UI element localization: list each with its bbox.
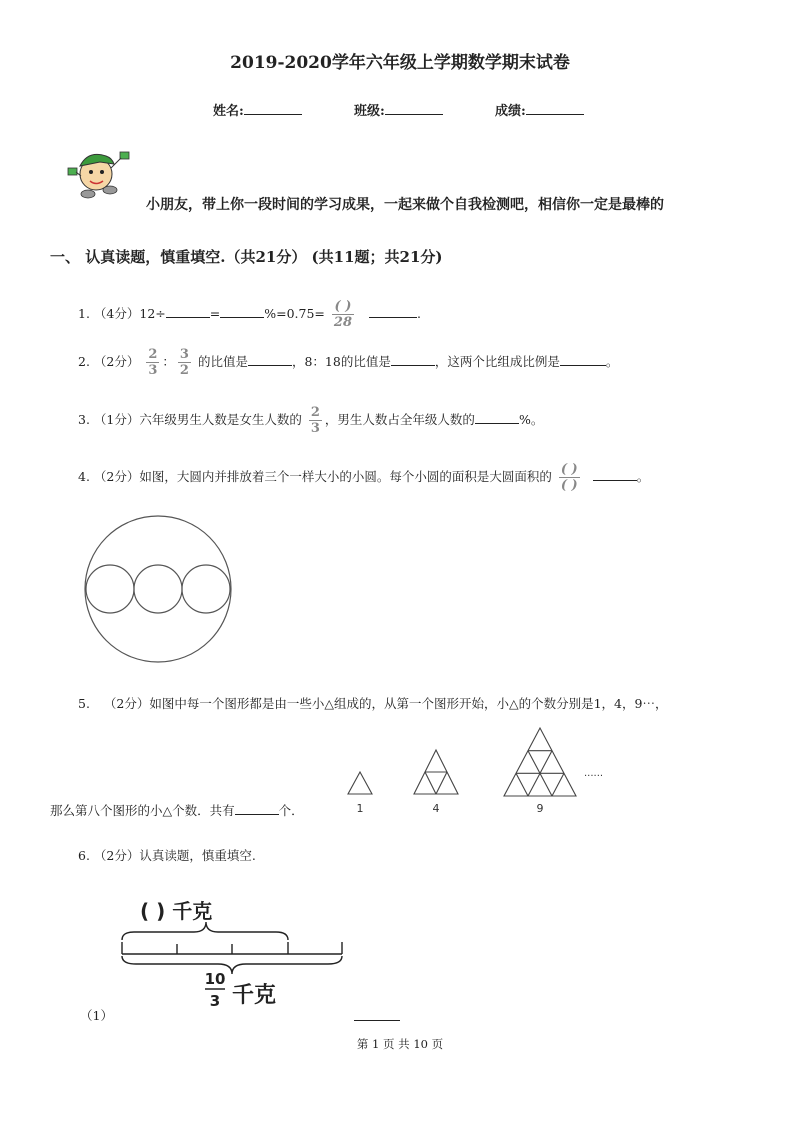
score-label: 成绩: <box>495 104 526 119</box>
q4-number: 4. <box>78 469 90 484</box>
q4-f-den: ( ) <box>560 478 578 493</box>
q1-points: （4分） <box>93 306 140 321</box>
q5-text-a: 那么第八个图形的小△个数．共有 <box>50 803 235 818</box>
q2-blank-1[interactable] <box>248 351 292 366</box>
diagram-frac-num: 10 <box>204 970 226 988</box>
q5-text-b: 个． <box>278 803 304 818</box>
q3-number: 3. <box>78 412 90 427</box>
q5-blank-1[interactable] <box>235 800 279 815</box>
q1-text-c: %=0.75= <box>264 306 325 321</box>
q4-blank-1[interactable] <box>593 466 637 481</box>
q5-number: 5. <box>78 696 90 711</box>
question-4 <box>78 463 649 492</box>
small-circle-left <box>86 565 134 613</box>
q4-f-num: ( ) <box>560 462 578 477</box>
q4-text-a: 如图，大圆内并排放着三个一样大小的小圆。每个小圆的面积是大圆面积的 <box>139 469 552 484</box>
section-1-heading: 一、 认真读题，慎重填空.（共21分） (共11题；共21分) <box>50 248 443 266</box>
q2-sep: ： <box>162 354 175 369</box>
q1-frac-num: ( ) <box>332 300 354 315</box>
small-circle-right <box>182 565 230 613</box>
exam-title: 2019-2020学年六年级上学期数学期末试卷 <box>230 53 570 73</box>
q1-fraction <box>332 300 354 329</box>
q3-fraction <box>309 406 322 435</box>
q6-number: 6. <box>78 848 90 863</box>
q2-f1-num: 2 <box>148 347 158 362</box>
fig-label-3: 9 <box>536 802 544 815</box>
diagram-frac-den: 3 <box>209 992 221 1010</box>
q1-frac-den: 28 <box>333 315 352 330</box>
name-blank[interactable] <box>244 100 302 115</box>
q3-points: （1分） <box>93 412 140 427</box>
q3-blank-1[interactable] <box>475 409 519 424</box>
score-blank[interactable] <box>526 100 584 115</box>
q1-blank-1[interactable] <box>166 303 210 318</box>
q2-points: （2分） <box>93 354 140 369</box>
q6-points: （2分） <box>93 848 140 863</box>
q5-triangle-figures <box>340 724 630 820</box>
score-field <box>495 100 584 119</box>
question-6 <box>78 846 256 864</box>
question-3 <box>78 406 543 435</box>
class-blank[interactable] <box>385 100 443 115</box>
q1-blank-3[interactable] <box>369 303 417 318</box>
q2-number: 2. <box>78 354 90 369</box>
q6-sub-1 <box>80 1006 113 1024</box>
question-2 <box>78 348 618 377</box>
q2-end: 。 <box>605 354 619 369</box>
q4-points: （2分） <box>93 469 140 484</box>
q2-blank-2[interactable] <box>391 351 435 366</box>
q1-end: . <box>416 306 421 321</box>
q2-f2-den: 2 <box>179 363 189 378</box>
diagram-top-label: ( ) 千克 <box>140 899 213 923</box>
mascot-icon <box>66 144 138 200</box>
name-label: 姓名: <box>213 104 244 119</box>
q1-text-b: = <box>209 306 221 321</box>
q6-segment-diagram <box>114 892 354 1012</box>
fig-label-1: 1 <box>356 802 364 815</box>
q3-text-b: ，男生人数占全年级人数的 <box>324 412 475 427</box>
question-1 <box>78 300 421 329</box>
q5-line-1: 如图中每一个图形都是由一些小△组成的，从第一个图形开始，小△的个数分别是1，4，9⋯， <box>149 696 668 711</box>
q2-text-c: ，这两个比组成比例是 <box>434 354 560 369</box>
question-5 <box>78 694 667 712</box>
q2-fraction-1 <box>146 348 159 377</box>
q2-text-a: 的比值是 <box>197 354 248 369</box>
q2-f1-den: 3 <box>148 363 158 378</box>
q2-f2-num: 3 <box>179 347 189 362</box>
q3-text-c: %。 <box>518 412 544 427</box>
class-label: 班级: <box>354 104 385 119</box>
q2-text-b: ，8：18的比值是 <box>291 354 391 369</box>
q6-text: 认真读题，慎重填空. <box>139 848 256 863</box>
q3-text-a: 六年级男生人数是女生人数的 <box>139 412 302 427</box>
fig-dots: ...... <box>584 768 604 779</box>
q4-fraction <box>559 463 580 492</box>
big-circle <box>85 516 231 662</box>
page-footer: 第 1 页 共 10 页 <box>356 1037 444 1051</box>
class-field <box>354 100 443 119</box>
q1-blank-2[interactable] <box>220 303 264 318</box>
question-5-line-2 <box>50 800 304 819</box>
q4-end: 。 <box>636 469 650 484</box>
q1-text-a: 12÷ <box>139 306 166 321</box>
name-field <box>213 100 302 119</box>
q1-number: 1. <box>78 306 90 321</box>
diagram-unit: 千克 <box>232 983 277 1008</box>
q6-sub-1-label: （1） <box>80 1008 113 1023</box>
q4-circle-figure <box>80 514 236 664</box>
fig-label-2: 4 <box>432 802 440 815</box>
small-circle-middle <box>134 565 182 613</box>
q2-blank-3[interactable] <box>560 351 606 366</box>
q3-f-num: 2 <box>310 405 320 420</box>
q2-fraction-2 <box>178 348 191 377</box>
q3-f-den: 3 <box>310 421 320 436</box>
q5-points: （2分） <box>103 696 150 711</box>
q6-sub-1-blank[interactable] <box>354 1006 400 1021</box>
intro-text: 小朋友，带上你一段时间的学习成果，一起来做个自我检测吧，相信你一定是最棒的 <box>146 197 664 213</box>
